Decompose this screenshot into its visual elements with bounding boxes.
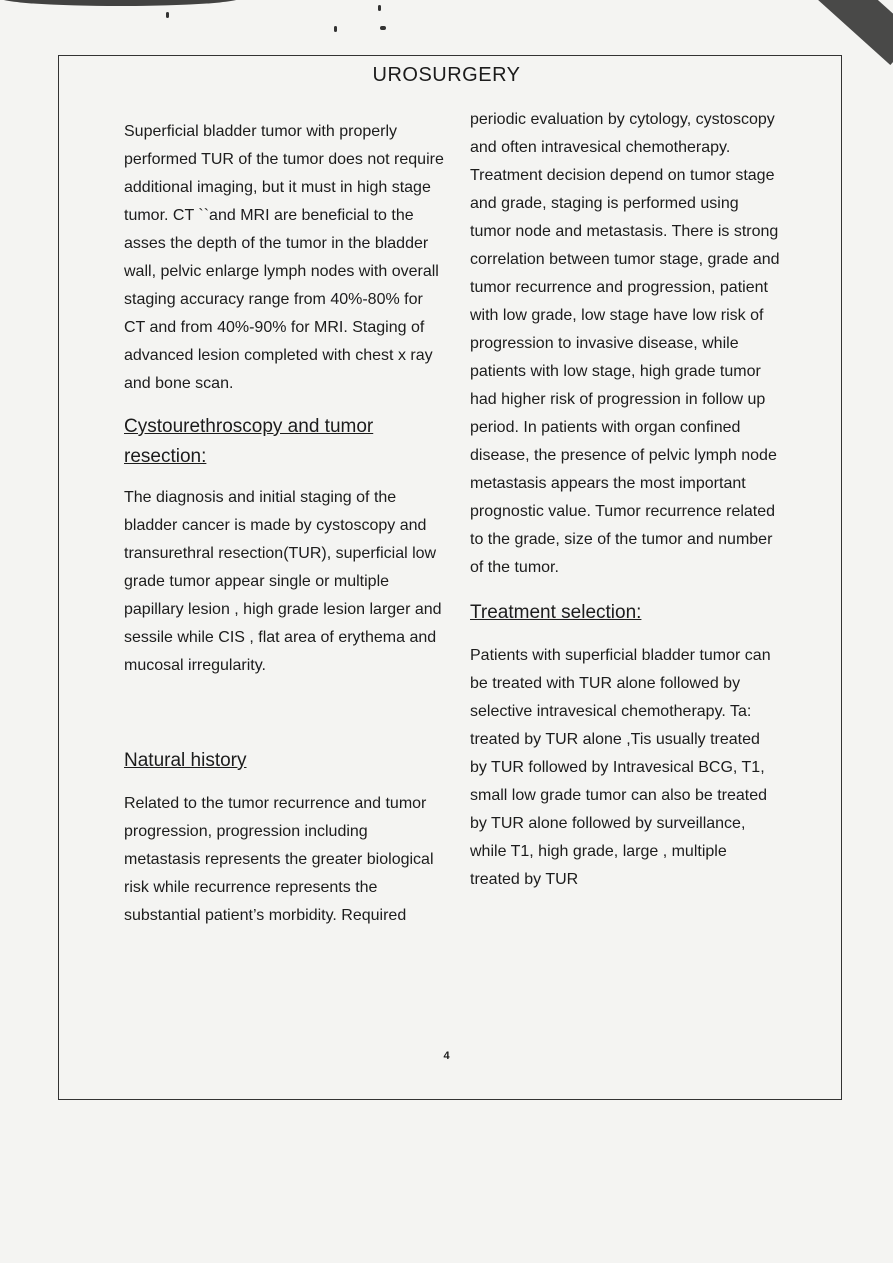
left-column <box>124 118 444 930</box>
scan-speck <box>380 26 386 30</box>
treatment-selection-heading: Treatment selection: <box>470 602 642 623</box>
scan-speck <box>334 26 337 32</box>
right-column <box>470 106 780 894</box>
treatment-paragraph: Patients with superficial bladder tumor can be treated with TUR alone followed by selective intravesical chemotherapy. Ta: treated by TUR alone ,Tis usually treated by TUR followed by Intravesical BCG, T1, small low grade tumor can also be treated by TUR alone followed by surveillance, while T1, high grade, large , multiple treated by TUR <box>470 647 771 888</box>
evaluation-paragraph: periodic evaluation by cytology, cystoscopy and often intravesical chemotherapy. Treatment decision depend on tumor stage and grade, staging is performed using tumor node and metastasis. There is strong correlation between tumor stage, grade and tumor recurrence and progression, patient with low grade, low stage have low risk of progression to invasive disease, while patients with low stage, high grade tumor had higher risk of progression in follow up period. In patients with organ confined disease, the presence of pelvic lymph node metastasis appears the most important prognostic value. Tumor recurrence related to the grade, size of the tumor and number of the tumor. <box>470 111 780 576</box>
scan-edge-smudge <box>0 0 240 6</box>
scan-speck <box>378 5 381 11</box>
natural-history-heading: Natural history <box>124 750 247 771</box>
scan-speck <box>166 12 169 18</box>
imaging-paragraph: Superficial bladder tumor with properly performed TUR of the tumor does not require additional imaging, but it must in high stage tumor. CT ``and MRI are beneficial to the asses the depth of the tumor in the bladder wall, pelvic enlarge lymph nodes with overall staging accuracy range from 40%-80% for CT and from 40%-90% for MRI. Staging of advanced lesion completed with chest x ray and bone scan. <box>124 123 444 392</box>
diagnosis-paragraph: The diagnosis and initial staging of the bladder cancer is made by cystoscopy and transurethral resection(TUR), superficial low grade tumor appear single or multiple papillary lesion , high grade lesion larger and sessile while CIS , flat area of erythema and mucosal irregularity. <box>124 489 442 674</box>
page-title: UROSURGERY <box>372 64 521 86</box>
cystourethroscopy-heading: Cystourethroscopy and tumor resection: <box>124 416 374 467</box>
page-number: 4 <box>443 1050 450 1062</box>
natural-history-paragraph: Related to the tumor recurrence and tumor progression, progression including metastasis represents the greater biological risk while recurrence represents the substantial patient’s morbidity. Required <box>124 795 434 924</box>
